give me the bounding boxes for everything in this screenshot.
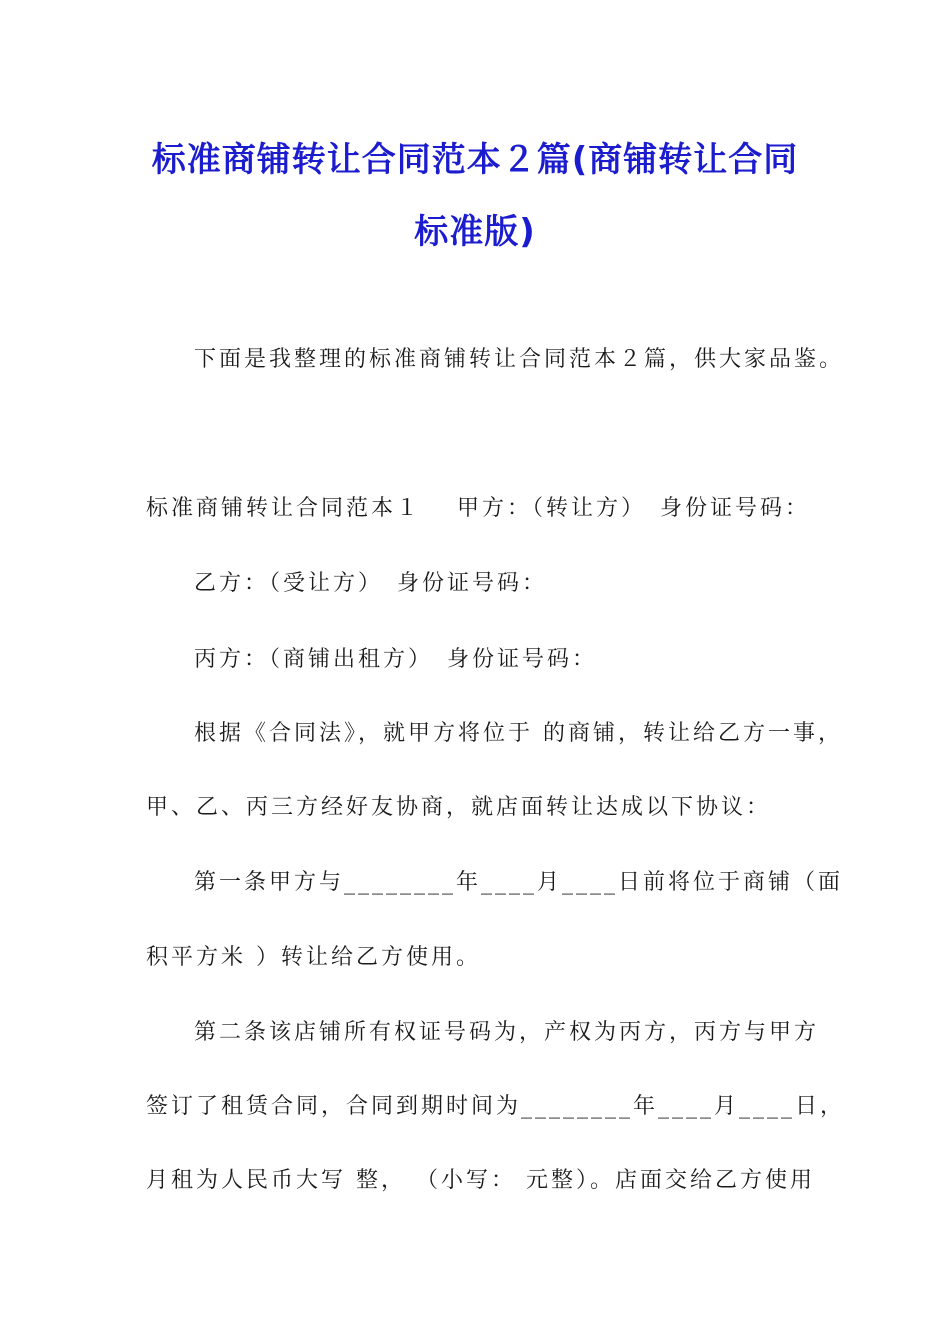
party-c-line [194, 645, 597, 675]
body-line: 第二条该店铺所有权证号码为，产权为丙方，丙方与甲方 [194, 1020, 820, 1045]
body-line: 根据《合同法》，就甲方将位于 的商铺，转让给乙方一事， [194, 721, 843, 746]
party-c-id-label: 身份证号码： [447, 647, 598, 672]
party-c-label: 丙方：（商铺出租方） [194, 647, 434, 672]
document-title-line-1: 标准商铺转让合同范本２篇(商铺转让合同 [151, 140, 799, 180]
body-line: 甲、乙、丙三方经好友协商，就店面转让达成以下协议： [146, 795, 772, 820]
party-b-label: 乙方：（受让方） [194, 571, 384, 596]
party-a-label: 甲方：（转让方） [457, 496, 647, 521]
body-line: 签订了租赁合同，合同到期时间为________年____月____日， [146, 1094, 846, 1119]
party-a-id-label: 身份证号码： [660, 496, 811, 521]
body-line: 积平方米 ）转让给乙方使用。 [146, 945, 481, 970]
contract-sample-title: 标准商铺转让合同范本１ [146, 496, 422, 521]
contract-heading-line [146, 494, 810, 524]
body-line: 第一条甲方与________年____月____日前将位于商铺（面 [194, 870, 844, 895]
document-title-line-2: 标准版) [414, 212, 536, 252]
intro-paragraph: 下面是我整理的标准商铺转让合同范本２篇，供大家品鉴。 [194, 347, 845, 372]
party-b-id-label: 身份证号码： [397, 571, 548, 596]
body-line: 月租为人民币大写 整， （小写： 元整）。店面交给乙方使用 [146, 1168, 815, 1193]
party-b-line [194, 569, 547, 599]
